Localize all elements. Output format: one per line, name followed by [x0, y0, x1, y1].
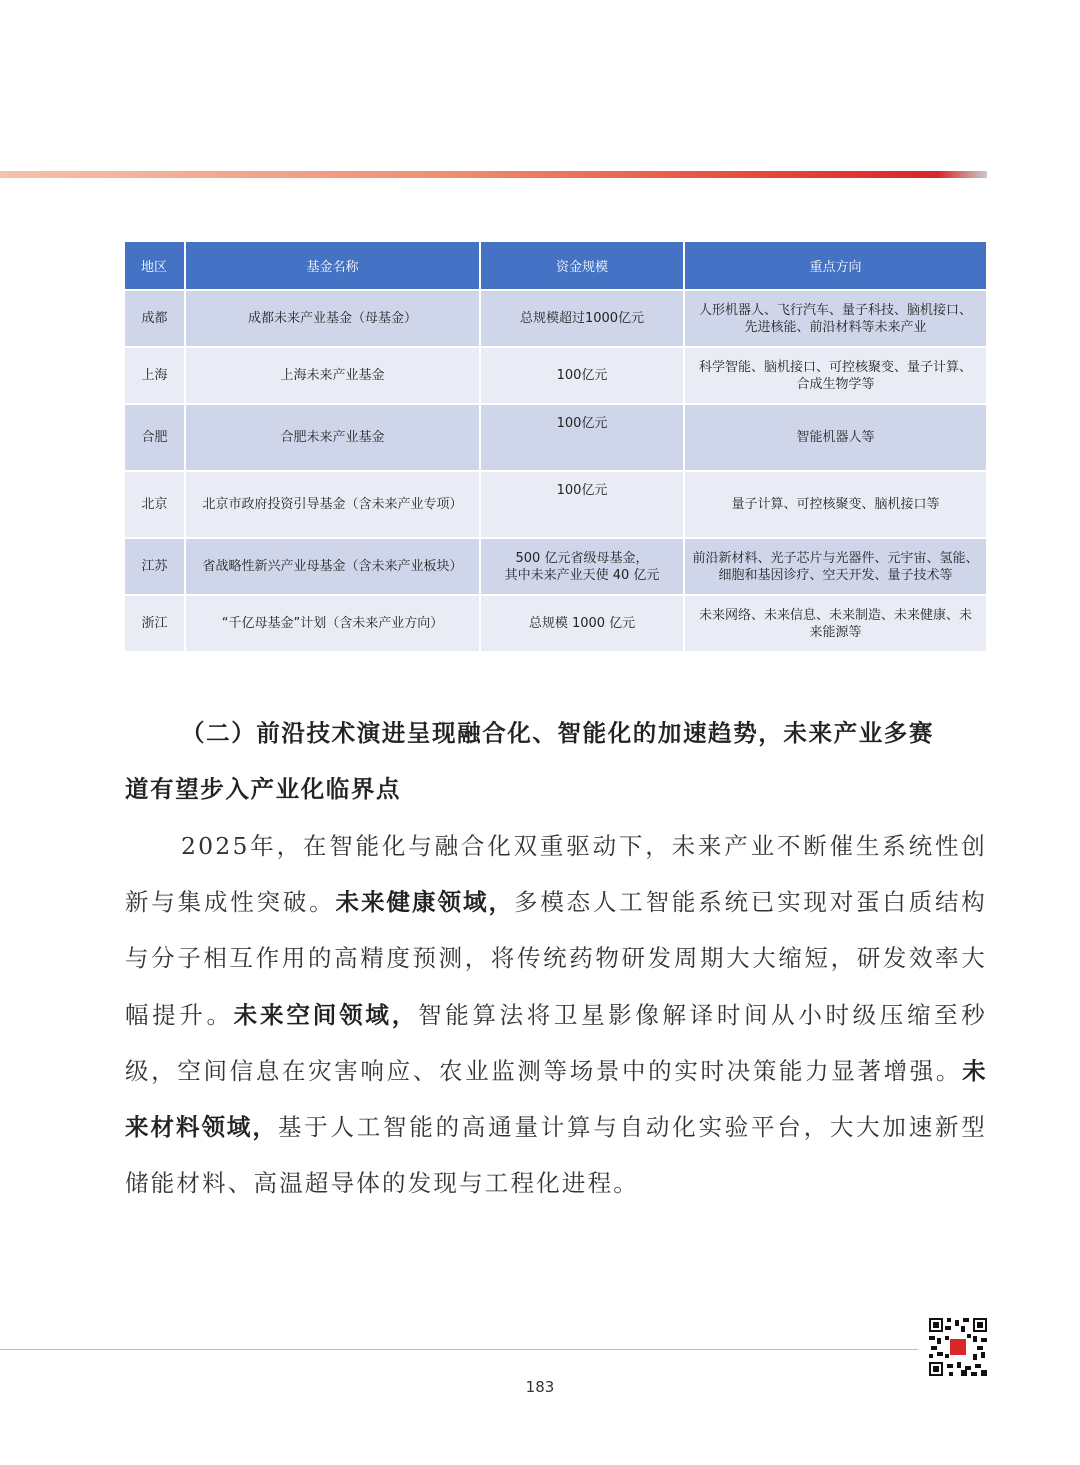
- qr-code-icon: [929, 1318, 987, 1376]
- cell-fund: “千亿母基金”计划（含未来产业方向）: [185, 595, 480, 652]
- table-row: [125, 538, 987, 595]
- scale-line-2: 其中未来产业天使 40 亿元: [504, 567, 660, 583]
- cell-scale: 100亿元: [480, 471, 684, 538]
- body-text-1: 2025年，在智能化与融合化双重驱动下，未来产业不断催生系统性创新与集成性突破。: [125, 832, 987, 917]
- heading-line-1: [125, 705, 987, 761]
- header-accent-bar: [0, 171, 987, 178]
- focus-line-2: 来能源等: [809, 624, 862, 640]
- focus-line-1: 人形机器人、飞行汽车、量子科技、脑机接口、: [698, 302, 972, 318]
- cell-scale: [480, 538, 684, 595]
- body-paragraph: [125, 818, 987, 1211]
- heading-text-1: （二）前沿技术演进呈现融合化、智能化的加速趋势，未来产业多赛: [181, 719, 934, 747]
- cell-scale: 100亿元: [480, 404, 684, 471]
- cell-focus: [684, 290, 987, 347]
- focus-line-1: 科学智能、脑机接口、可控核聚变、量子计算、: [698, 359, 972, 375]
- header-fund-name: 基金名称: [185, 242, 480, 290]
- emphasis-future-health: 未来健康领域，: [335, 888, 515, 917]
- scale-line-1: 500 亿元省级母基金，: [515, 550, 649, 566]
- cell-focus: [684, 347, 987, 404]
- cell-region: 成都: [125, 290, 185, 347]
- table-row: [125, 595, 987, 652]
- header-fund-scale: 资金规模: [480, 242, 684, 290]
- cell-focus: [684, 595, 987, 652]
- cell-scale: 100亿元: [480, 347, 684, 404]
- cell-fund: 北京市政府投资引导基金（含未来产业专项）: [185, 471, 480, 538]
- emphasis-future-space: 未来空间领域，: [233, 1000, 419, 1029]
- cell-region: 江苏: [125, 538, 185, 595]
- header-region: 地区: [125, 242, 185, 290]
- cell-focus: [684, 538, 987, 595]
- cell-region: 浙江: [125, 595, 185, 652]
- fund-table: [125, 242, 987, 653]
- cell-region: 上海: [125, 347, 185, 404]
- table-row: [125, 471, 987, 538]
- header-focus: 重点方向: [684, 242, 987, 290]
- cell-focus: 智能机器人等: [684, 404, 987, 471]
- focus-line-1: 未来网络、未来信息、未来制造、未来健康、未: [698, 607, 972, 623]
- focus-line-1: 前沿新材料、光子芯片与光器件、元宇宙、氢能、: [692, 550, 979, 566]
- section-heading: [125, 705, 987, 817]
- cell-fund: 省战略性新兴产业母基金（含未来产业板块）: [185, 538, 480, 595]
- focus-line-2: 先进核能、前沿材料等未来产业: [744, 319, 927, 335]
- cell-region: 合肥: [125, 404, 185, 471]
- cell-focus: 量子计算、可控核聚变、脑机接口等: [684, 471, 987, 538]
- cell-fund: 合肥未来产业基金: [185, 404, 480, 471]
- heading-line-2: 道有望步入产业化临界点: [125, 775, 402, 803]
- footer-divider: [0, 1349, 918, 1350]
- cell-region: 北京: [125, 471, 185, 538]
- focus-line-2: 细胞和基因诊疗、空天开发、量子技术等: [718, 567, 953, 583]
- table-row: [125, 347, 987, 404]
- emphasis-future-materials: 未来材料领域，: [125, 1056, 987, 1142]
- body-text-2: 多模态人工智能系统已实现对蛋白质结构与分子相互作用的高精度预测，将传统药物研发周期大大缩短，研发效率大幅提升。: [125, 888, 987, 1029]
- cell-scale: 总规模 1000 亿元: [480, 595, 684, 652]
- cell-fund: 上海未来产业基金: [185, 347, 480, 404]
- cell-scale: 总规模超过1000亿元: [480, 290, 684, 347]
- page-number: 183: [525, 1378, 555, 1396]
- focus-line-2: 合成生物学等: [796, 376, 875, 392]
- cell-fund: 成都未来产业基金（母基金）: [185, 290, 480, 347]
- body-text-3: 智能算法将卫星影像解译时间从小时级压缩至秒级，空间信息在灾害响应、农业监测等场景中的实时决策能力显著增强。: [125, 1000, 987, 1085]
- body-text-4: 基于人工智能的高通量计算与自动化实验平台，大大加速新型储能材料、高温超导体的发现与工程化进程。: [125, 1113, 987, 1198]
- table-header-row: [125, 242, 987, 290]
- table-row: [125, 290, 987, 347]
- table-row: [125, 404, 987, 471]
